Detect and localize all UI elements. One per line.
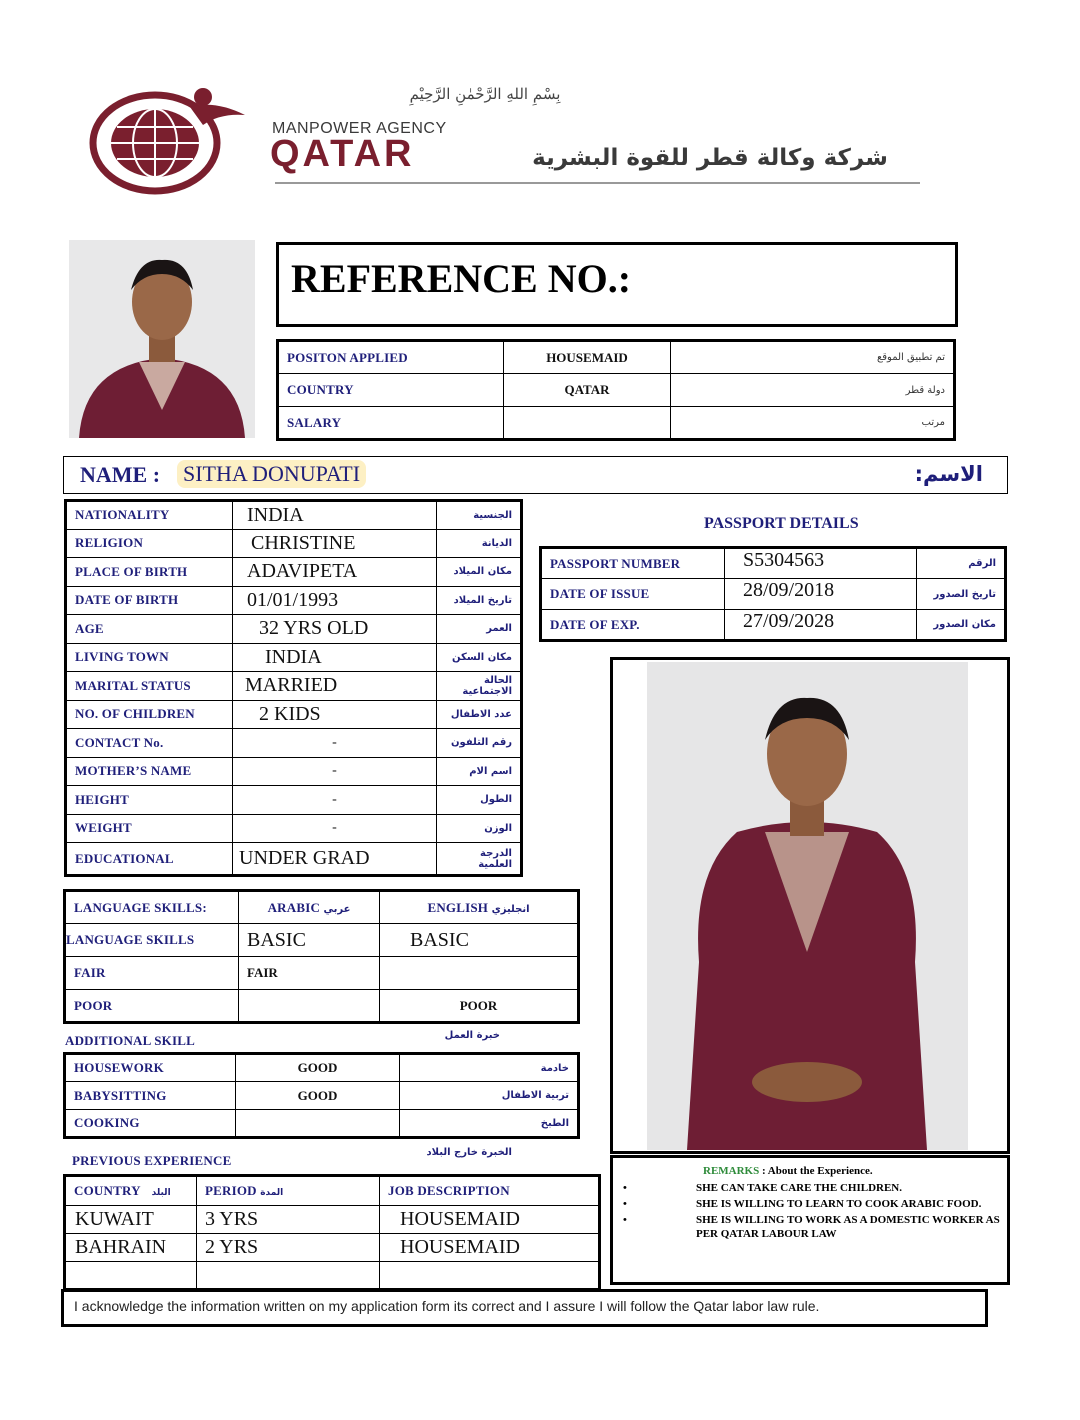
salary-label: SALARY [278, 407, 504, 440]
list-item [623, 1181, 1001, 1195]
acknowledgement-box [61, 1289, 988, 1327]
acknowledgement-text: I acknowledge the information written on my application form its correct and I assure I will follow the Qatar labor law rule. [74, 1298, 820, 1314]
language-english-value: POOR [380, 990, 579, 1023]
experience-job: HOUSEMAID [380, 1206, 600, 1234]
passport-table [539, 546, 1007, 642]
passport-title: PASSPORT DETAILS [704, 515, 859, 532]
personal-label: DATE OF BIRTH [66, 586, 233, 615]
table-row [66, 558, 522, 587]
experience-table [63, 1174, 601, 1291]
personal-label: EDUCATIONAL [66, 843, 233, 876]
language-english-value [380, 957, 579, 990]
language-arabic-value [239, 990, 380, 1023]
country-header-label: COUNTRY [74, 1183, 141, 1198]
personal-label: CONTACT No. [66, 729, 233, 758]
personal-arabic: تاريخ الميلاد [437, 586, 522, 615]
experience-period: 3 YRS [197, 1206, 380, 1234]
personal-details-table [64, 499, 523, 877]
position-value: HOUSEMAID [504, 341, 671, 374]
table-row [66, 586, 522, 615]
personal-arabic: عدد الاطفال [437, 700, 522, 729]
language-row-label: LANGUAGE SKILLS [65, 924, 239, 957]
country-header-ar: البلد [151, 1188, 171, 1198]
passport-label: DATE OF EXP. [541, 610, 725, 641]
reference-box [276, 242, 958, 327]
personal-value: 2 KIDS [233, 700, 437, 729]
arabic-column-label: ARABIC [267, 899, 321, 915]
additional-skill-arabic: خبرة العمل [444, 1030, 500, 1041]
table-row [66, 643, 522, 672]
experience-period [197, 1262, 380, 1290]
passport-value: 27/09/2028 [725, 610, 917, 641]
remarks-list [623, 1181, 1001, 1241]
applicant-photo-full [647, 662, 968, 1150]
additional-skill-table [63, 1052, 580, 1139]
remarks-subtitle: : About the Experience. [761, 1165, 873, 1177]
personal-value: UNDER GRAD [233, 843, 437, 876]
table-row [66, 786, 522, 815]
personal-value: INDIA [233, 501, 437, 530]
period-header-label: PERIOD [205, 1183, 257, 1198]
personal-arabic: اسم الام [437, 757, 522, 786]
name-arabic: الاسم: [914, 462, 983, 486]
personal-arabic: الدرجة العلمية [437, 843, 522, 876]
table-row [66, 700, 522, 729]
english-column-ar: انجليزي [491, 903, 530, 915]
personal-arabic: مكان السكن [437, 643, 522, 672]
personal-label: LIVING TOWN [66, 643, 233, 672]
remarks-title: REMARKS [703, 1165, 760, 1177]
bullet-icon: • [623, 1198, 627, 1210]
personal-arabic: الحالة الاجتماعية [437, 672, 522, 701]
position-arabic: تم تطبيق الموقع [671, 341, 955, 374]
personal-value: ADAVIPETA [233, 558, 437, 587]
skill-label: HOUSEWORK [65, 1054, 236, 1082]
table-row [66, 814, 522, 843]
personal-arabic: الديانة [437, 529, 522, 558]
personal-label: RELIGION [66, 529, 233, 558]
language-arabic-value: BASIC [239, 924, 380, 957]
personal-label: NATIONALITY [66, 501, 233, 530]
table-row [66, 672, 522, 701]
remark-text: SHE IS WILLING TO WORK AS A DOMESTIC WORKER AS PER QATAR LABOUR LAW [696, 1214, 1000, 1240]
personal-value: - [233, 786, 437, 815]
personal-value: 01/01/1993 [233, 586, 437, 615]
personal-arabic: رقم التلفون [437, 729, 522, 758]
table-row [65, 1082, 579, 1110]
table-row [66, 615, 522, 644]
passport-label: PASSPORT NUMBER [541, 548, 725, 579]
table-row [541, 579, 1006, 610]
table-row [278, 374, 955, 407]
skill-label: BABYSITTING [65, 1082, 236, 1110]
personal-arabic: الوزن [437, 814, 522, 843]
language-english-value: BASIC [380, 924, 579, 957]
position-table [276, 339, 956, 441]
bullet-icon: • [623, 1214, 627, 1226]
table-row [65, 1110, 579, 1138]
skill-arabic: تربية الاطفال [400, 1082, 579, 1110]
table-row [65, 1206, 600, 1234]
table-row [65, 1234, 600, 1262]
table-row [65, 990, 579, 1023]
table-row [541, 610, 1006, 641]
table-row [66, 501, 522, 530]
previous-experience-label: PREVIOUS EXPERIENCE [72, 1153, 232, 1168]
name-bar [63, 456, 1008, 494]
personal-label: HEIGHT [66, 786, 233, 815]
skill-arabic: الطبخ [400, 1110, 579, 1138]
table-row [66, 529, 522, 558]
table-row [65, 957, 579, 990]
country-value: QATAR [504, 374, 671, 407]
remark-text: SHE IS WILLING TO LEARN TO COOK ARABIC FOOD. [696, 1198, 982, 1210]
table-row [66, 757, 522, 786]
table-row [66, 729, 522, 758]
personal-label: NO. OF CHILDREN [66, 700, 233, 729]
salary-value [504, 407, 671, 440]
list-item [623, 1213, 1001, 1241]
remark-text: SHE CAN TAKE CARE THE CHILDREN. [696, 1182, 902, 1194]
country-label: COUNTRY [278, 374, 504, 407]
personal-arabic: الطول [437, 786, 522, 815]
experience-period: 2 YRS [197, 1234, 380, 1262]
experience-country: KUWAIT [65, 1206, 197, 1234]
passport-value: S5304563 [725, 548, 917, 579]
agency-name-small: MANPOWER AGENCY [272, 120, 447, 137]
passport-arabic: مكان الصدور [917, 610, 1006, 641]
previous-experience-arabic: الخبرة خارج البلاد [426, 1147, 512, 1158]
country-arabic: دولة قطر [671, 374, 955, 407]
personal-label: PLACE OF BIRTH [66, 558, 233, 587]
personal-value: - [233, 814, 437, 843]
table-row [278, 407, 955, 440]
personal-value: - [233, 757, 437, 786]
arabic-column-ar: عربي [323, 903, 351, 915]
english-column-label: ENGLISH [427, 899, 489, 915]
table-row [65, 924, 579, 957]
table-row [65, 891, 579, 924]
language-table [63, 889, 580, 1024]
name-label: NAME : [80, 462, 161, 487]
experience-country-header [65, 1176, 197, 1206]
skill-value [236, 1110, 400, 1138]
skill-label: COOKING [65, 1110, 236, 1138]
personal-value: MARRIED [233, 672, 437, 701]
table-row [66, 843, 522, 876]
name-value: SITHA DONUPATI [177, 460, 366, 488]
table-row [65, 1054, 579, 1082]
experience-job [380, 1262, 600, 1290]
table-row [65, 1176, 600, 1206]
bismillah-calligraphy: بِسْمِ اللهِ الرَّحْمٰنِ الرَّحِيْمِ [409, 85, 561, 103]
skill-value: GOOD [236, 1082, 400, 1110]
personal-value: INDIA [233, 643, 437, 672]
table-row [65, 1262, 600, 1290]
remarks-box [610, 1155, 1010, 1285]
language-header-english [380, 891, 579, 924]
period-header-ar: المدة [260, 1188, 284, 1198]
personal-arabic: الجنسية [437, 501, 522, 530]
remarks-heading [703, 1165, 873, 1177]
bullet-icon: • [623, 1182, 627, 1194]
additional-skill-label: ADDITIONAL SKILL [65, 1033, 195, 1048]
skill-arabic: خادمة [400, 1054, 579, 1082]
passport-arabic: الرقم [917, 548, 1006, 579]
table-row [278, 341, 955, 374]
skill-value: GOOD [236, 1054, 400, 1082]
personal-value: CHRISTINE [233, 529, 437, 558]
experience-job-header: JOB DESCRIPTION [380, 1176, 600, 1206]
passport-arabic: تاريخ الصدور [917, 579, 1006, 610]
experience-country [65, 1262, 197, 1290]
applicant-photo-small [69, 240, 255, 438]
experience-period-header [197, 1176, 380, 1206]
table-row [541, 548, 1006, 579]
agency-name-arabic: شركة وكالة قطر للقوة البشرية [532, 145, 888, 171]
language-row-label: FAIR [65, 957, 239, 990]
list-item [623, 1197, 1001, 1211]
personal-label: AGE [66, 615, 233, 644]
header-underline [275, 182, 920, 184]
agency-name-big: QATAR [270, 133, 415, 175]
position-label: POSITON APPLIED [278, 341, 504, 374]
language-arabic-value: FAIR [239, 957, 380, 990]
personal-label: MOTHER’S NAME [66, 757, 233, 786]
passport-value: 28/09/2018 [725, 579, 917, 610]
experience-job: HOUSEMAID [380, 1234, 600, 1262]
personal-arabic: مكان الميلاد [437, 558, 522, 587]
experience-country: BAHRAIN [65, 1234, 197, 1262]
personal-label: WEIGHT [66, 814, 233, 843]
language-header-label: LANGUAGE SKILLS: [65, 891, 239, 924]
language-row-label: POOR [65, 990, 239, 1023]
reference-label: REFERENCE NO.: [291, 256, 632, 301]
agency-logo [85, 85, 260, 195]
personal-value: 32 YRS OLD [233, 615, 437, 644]
personal-label: MARITAL STATUS [66, 672, 233, 701]
personal-arabic: العمر [437, 615, 522, 644]
salary-arabic: مرتب [671, 407, 955, 440]
language-header-arabic [239, 891, 380, 924]
personal-value: - [233, 729, 437, 758]
passport-label: DATE OF ISSUE [541, 579, 725, 610]
